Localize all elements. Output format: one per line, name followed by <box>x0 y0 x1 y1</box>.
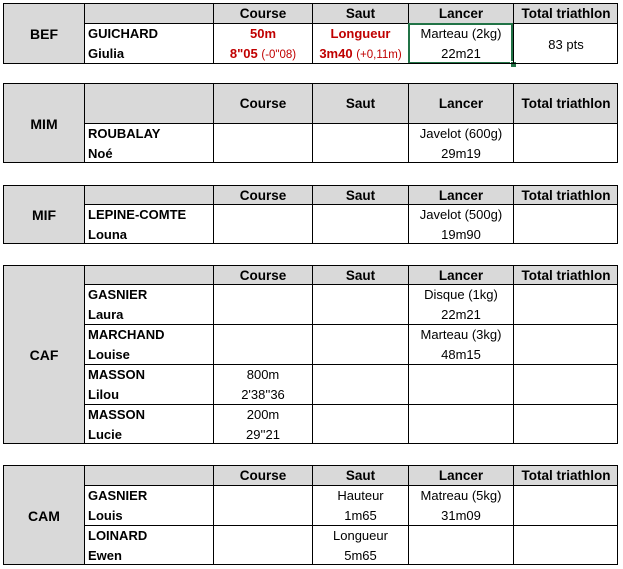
saut-cell[interactable] <box>312 123 408 163</box>
lancer-event <box>409 365 513 385</box>
header-lancer[interactable] <box>408 185 513 204</box>
athlete-name-cell[interactable] <box>84 525 213 565</box>
course-mark <box>214 345 312 365</box>
first-name: Louna <box>88 227 127 242</box>
lancer-cell[interactable] <box>408 324 513 364</box>
header-total[interactable] <box>513 83 618 123</box>
lancer-event: Javelot (500g) <box>419 207 503 222</box>
header-name-cell[interactable] <box>84 185 213 204</box>
lancer-event: Disque (1kg) <box>424 287 498 302</box>
course-event <box>214 325 312 345</box>
course-event: 200m <box>246 407 280 422</box>
lancer-cell[interactable] <box>408 284 513 324</box>
header-lancer-label: Lancer <box>438 6 484 21</box>
header-course[interactable] <box>213 465 312 485</box>
header-saut-label: Saut <box>345 96 376 111</box>
first-name: Louis <box>88 508 123 523</box>
course-cell[interactable] <box>213 485 312 525</box>
lancer-mark <box>409 425 513 445</box>
category-label: MIM <box>30 115 58 132</box>
last-name: GUICHARD <box>88 26 159 41</box>
total-cell[interactable] <box>513 485 618 525</box>
course-mark <box>214 546 312 566</box>
lancer-mark: 29m19 <box>441 146 481 161</box>
saut-mark <box>313 345 408 365</box>
course-event: 800m <box>246 367 280 382</box>
lancer-mark: 48m15 <box>441 347 481 362</box>
course-event <box>214 124 312 144</box>
athlete-name-cell[interactable] <box>84 123 213 163</box>
saut-event: Longueur <box>330 26 391 41</box>
header-saut[interactable] <box>312 185 408 204</box>
total-cell[interactable] <box>513 284 618 324</box>
saut-cell[interactable] <box>312 485 408 525</box>
header-course[interactable] <box>213 83 312 123</box>
header-lancer[interactable] <box>408 83 513 123</box>
header-total-label: Total triathlon <box>521 267 611 283</box>
category-cell[interactable] <box>3 465 84 565</box>
saut-cell[interactable] <box>312 204 408 244</box>
last-name: GASNIER <box>88 287 148 302</box>
saut-event <box>313 405 408 425</box>
last-name: LEPINE-COMTE <box>88 207 187 222</box>
header-course-label: Course <box>239 267 287 283</box>
lancer-event: Matreau (5kg) <box>420 488 502 503</box>
course-cell[interactable] <box>213 404 312 444</box>
total-cell[interactable] <box>513 23 618 64</box>
course-mark <box>214 305 312 325</box>
saut-cell[interactable] <box>312 23 408 64</box>
saut-mark <box>313 144 408 164</box>
saut-event: Longueur <box>333 528 388 543</box>
course-time: 8"05 <box>229 46 258 61</box>
first-name: Lucie <box>88 427 122 442</box>
lancer-mark: 31m09 <box>441 508 481 523</box>
course-mark <box>214 144 312 164</box>
mif-block <box>3 185 618 244</box>
total-cell[interactable] <box>513 204 618 244</box>
athlete-name-cell[interactable] <box>84 324 213 364</box>
total-cell[interactable] <box>513 324 618 364</box>
header-saut-label: Saut <box>345 267 376 283</box>
header-course[interactable] <box>213 185 312 204</box>
header-saut-label: Saut <box>345 187 376 203</box>
header-lancer-label: Lancer <box>438 96 484 111</box>
saut-cell[interactable] <box>312 404 408 444</box>
header-total-label: Total triathlon <box>521 468 611 483</box>
saut-cell[interactable] <box>312 525 408 565</box>
saut-mark <box>313 425 408 445</box>
bef-block <box>3 3 618 64</box>
lancer-mark <box>409 546 513 566</box>
cam-block <box>3 465 618 565</box>
course-cell[interactable] <box>213 525 312 565</box>
header-lancer[interactable] <box>408 3 513 23</box>
saut-result <box>313 44 408 64</box>
lancer-mark <box>409 385 513 405</box>
saut-wind: (+0,11m) <box>356 49 402 61</box>
lancer-event <box>409 526 513 546</box>
first-name: Giulia <box>88 46 125 61</box>
last-name: LOINARD <box>88 528 148 543</box>
first-name: Louise <box>88 347 130 362</box>
course-mark: 29''21 <box>246 427 280 442</box>
athlete-name-cell[interactable] <box>84 364 213 404</box>
first-name: Noé <box>88 146 113 161</box>
saut-mark: 5m65 <box>344 548 377 563</box>
course-cell[interactable] <box>213 123 312 163</box>
athlete-name-cell[interactable] <box>84 485 213 525</box>
saut-event: Hauteur <box>337 488 384 503</box>
category-cell[interactable] <box>3 265 84 444</box>
header-name-cell[interactable] <box>84 3 213 23</box>
header-name-cell[interactable] <box>84 83 213 123</box>
header-name-cell[interactable] <box>84 265 213 284</box>
category-label: MIF <box>31 207 57 223</box>
course-event <box>214 205 312 225</box>
course-mark: 2'38''36 <box>241 387 285 402</box>
course-cell[interactable] <box>213 364 312 404</box>
course-mark <box>214 506 312 526</box>
header-saut[interactable] <box>312 83 408 123</box>
course-cell[interactable] <box>213 23 312 64</box>
course-cell[interactable] <box>213 324 312 364</box>
saut-event <box>313 124 408 144</box>
course-event <box>214 526 312 546</box>
lancer-mark: 22m21 <box>441 46 481 61</box>
header-course-label: Course <box>239 6 287 21</box>
last-name: MASSON <box>88 367 146 382</box>
athlete-name-cell[interactable] <box>84 284 213 324</box>
course-cell[interactable] <box>213 204 312 244</box>
first-name: Ewen <box>88 548 122 563</box>
category-cell[interactable] <box>3 83 84 163</box>
saut-event <box>313 325 408 345</box>
lancer-cell[interactable] <box>408 404 513 444</box>
lancer-cell[interactable] <box>408 23 513 64</box>
lancer-mark: 19m90 <box>441 227 481 242</box>
header-total-label: Total triathlon <box>521 96 611 111</box>
header-total[interactable] <box>513 465 618 485</box>
category-label: CAF <box>29 347 59 363</box>
saut-mark <box>313 225 408 245</box>
last-name: MASSON <box>88 407 146 422</box>
saut-event <box>313 205 408 225</box>
lancer-cell[interactable] <box>408 204 513 244</box>
category-label: CAM <box>28 507 60 524</box>
first-name: Laura <box>88 307 124 322</box>
total-cell[interactable] <box>513 404 618 444</box>
header-saut[interactable] <box>312 465 408 485</box>
course-result <box>214 44 312 64</box>
header-saut[interactable] <box>312 3 408 23</box>
header-course-label: Course <box>239 96 287 111</box>
course-event <box>214 285 312 305</box>
header-course[interactable] <box>213 265 312 284</box>
header-saut-label: Saut <box>345 6 376 21</box>
last-name: ROUBALAY <box>88 126 161 141</box>
lancer-cell[interactable] <box>408 485 513 525</box>
header-lancer[interactable] <box>408 265 513 284</box>
saut-event <box>313 365 408 385</box>
header-course-label: Course <box>239 468 287 483</box>
athlete-name-cell[interactable] <box>84 204 213 244</box>
total-cell[interactable] <box>513 123 618 163</box>
lancer-cell[interactable] <box>408 123 513 163</box>
saut-mark: 3m40 <box>319 46 353 61</box>
category-cell[interactable] <box>3 185 84 244</box>
course-event <box>214 486 312 506</box>
category-cell[interactable] <box>3 3 84 64</box>
saut-event <box>313 285 408 305</box>
course-cell[interactable] <box>213 284 312 324</box>
header-course[interactable] <box>213 3 312 23</box>
header-course-label: Course <box>239 187 287 203</box>
lancer-event: Javelot (600g) <box>419 126 503 141</box>
lancer-event: Marteau (3kg) <box>420 327 502 342</box>
saut-mark: 1m65 <box>344 508 377 523</box>
total-cell[interactable] <box>513 364 618 404</box>
header-total-label: Total triathlon <box>521 187 611 203</box>
header-total-label: Total triathlon <box>521 6 611 21</box>
athlete-name-cell[interactable] <box>84 404 213 444</box>
header-total[interactable] <box>513 185 618 204</box>
header-name-cell[interactable] <box>84 465 213 485</box>
header-lancer-label: Lancer <box>438 468 484 483</box>
saut-cell[interactable] <box>312 284 408 324</box>
saut-mark <box>313 385 408 405</box>
header-saut-label: Saut <box>345 468 376 483</box>
lancer-mark: 22m21 <box>441 307 481 322</box>
lancer-cell[interactable] <box>408 364 513 404</box>
header-total[interactable] <box>513 265 618 284</box>
last-name: MARCHAND <box>88 327 165 342</box>
header-lancer-label: Lancer <box>438 267 484 283</box>
mim-block <box>3 83 618 163</box>
header-lancer[interactable] <box>408 465 513 485</box>
last-name: GASNIER <box>88 488 148 503</box>
caf-block <box>3 265 618 444</box>
course-event: 50m <box>249 26 277 41</box>
course-mark <box>214 225 312 245</box>
total-value: 83 pts <box>548 36 584 52</box>
total-cell[interactable] <box>513 525 618 565</box>
saut-cell[interactable] <box>312 324 408 364</box>
saut-mark <box>313 305 408 325</box>
lancer-event <box>409 405 513 425</box>
first-name: Lilou <box>88 387 120 402</box>
header-total[interactable] <box>513 3 618 23</box>
lancer-cell[interactable] <box>408 525 513 565</box>
lancer-event: Marteau (2kg) <box>420 26 502 41</box>
athlete-name-cell[interactable] <box>84 23 213 64</box>
category-label: BEF <box>30 26 58 42</box>
header-lancer-label: Lancer <box>438 187 484 203</box>
course-wind: (-0"08) <box>261 49 297 61</box>
saut-cell[interactable] <box>312 364 408 404</box>
header-saut[interactable] <box>312 265 408 284</box>
